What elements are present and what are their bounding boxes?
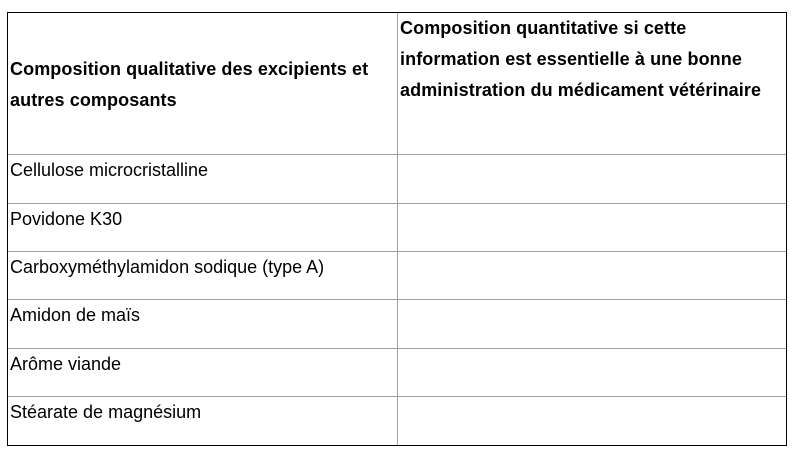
table-row [8,203,786,251]
quantity-cell [398,348,787,396]
quantity-cell [398,203,787,251]
table-row [8,397,786,445]
table-header-row [8,13,786,155]
table-row [8,348,786,396]
excipient-cell: Carboxyméthylamidon sodique (type A) [8,252,398,300]
table-row [8,252,786,300]
excipient-cell: Povidone K30 [8,203,398,251]
composition-table-frame [7,12,787,446]
excipient-cell: Amidon de maïs [8,300,398,348]
excipient-cell: Arôme viande [8,348,398,396]
quantity-cell [398,252,787,300]
header-qualitative-composition: Composition qualitative des excipients et autres composants [8,13,398,155]
quantity-cell [398,300,787,348]
header-quantitative-composition: Composition quantitative si cette information est essentielle à une bonne administration du médicament vétérinaire [398,13,787,155]
table-row [8,300,786,348]
table-row [8,155,786,203]
excipient-cell: Cellulose microcristalline [8,155,398,203]
excipient-cell: Stéarate de magnésium [8,397,398,445]
quantity-cell [398,155,787,203]
quantity-cell [398,397,787,445]
composition-table [8,13,786,445]
